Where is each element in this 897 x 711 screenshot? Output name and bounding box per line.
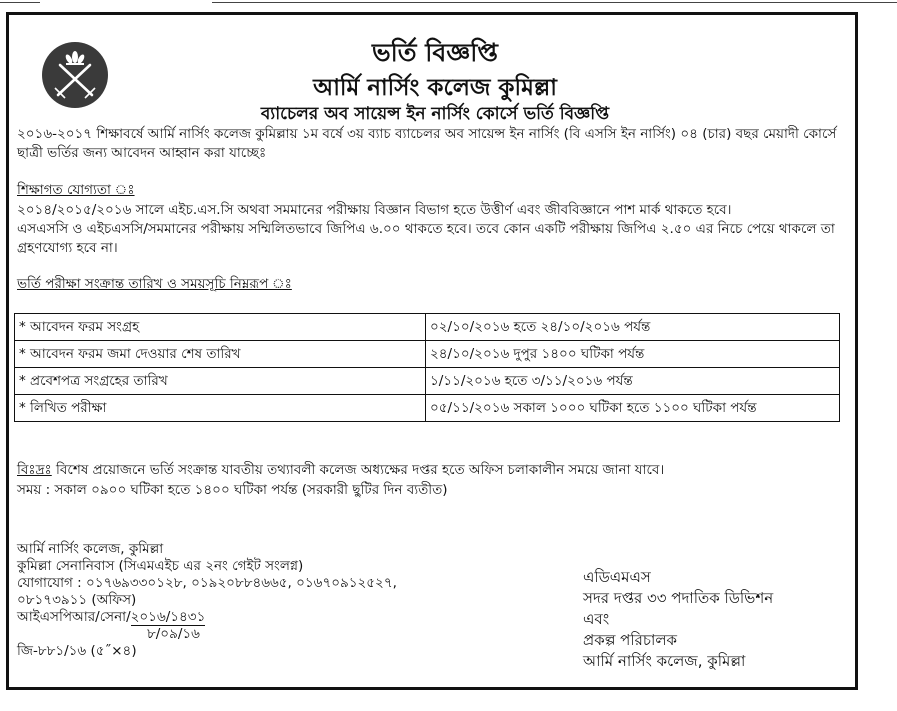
eligibility-line-2: এসএসসি ও এইচএসসি/সমমানের পরীক্ষায় সম্মিলিতভাবে জিপিএ ৬.০০ থাকতে হবে। তবে কোন একটি পরীক্ষায় জিপিএ ২.৫০ এর নিচে পেয়ে থাকলে তা গ্রহণযোগ্য হবে না।	[17, 221, 835, 256]
note-text: বিশেষ প্রয়োজনে ভর্তি সংক্রান্ত যাবতীয় তথ্যাবলী কলেজ অধ্যক্ষের দপ্তর হতে অফিস চলাকালীন সময়ে জানা যাবে।	[51, 462, 665, 478]
table-row	[15, 368, 840, 395]
reference-serial: ২০১৬/১৪৩১	[130, 609, 206, 625]
intro-paragraph: ২০১৬-২০১৭ শিক্ষাবর্ষে আর্মি নার্সিং কলেজ কুমিল্লায় ১ম বর্ষে ৩য় ব্যাচ ব্যাচেলর অব সায়েন্স ইন নার্সিং (বি এসসি ইন নার্সিং) ০৪ (চার) বছর মেয়াদী কোর্সে ছাত্রী ভর্তির জন্য আবেদন আহ্বান করা যাচ্ছেঃ	[17, 126, 837, 161]
signatory-line-1: এডিএমএস	[583, 568, 651, 586]
course-heading: ব্যাচেলর অব সায়েন্স ইন নার্সিং কোর্সে ভর্তি বিজ্ঞপ্তি	[260, 104, 610, 124]
notice-title: ভর্তি বিজ্ঞপ্তি	[372, 38, 498, 67]
contact-numbers: যোগাযোগ : ০১৭৬৯৩৩০১২৮, ০১৯২০৮৮৪৬৬৫, ০১৬৭০৯১২৫২৭,	[17, 575, 397, 591]
eligibility-heading: শিক্ষাগত যোগ্যতা ঃ	[17, 182, 135, 198]
signatory-line-2: সদর দপ্তর ৩৩ পদাতিক ডিভিশন	[583, 589, 774, 607]
schedule-item: * আবেদন ফরম সংগ্রহ	[15, 314, 426, 341]
signatory-block	[583, 567, 773, 672]
schedule-date: ০২/১০/২০১৬ হতে ২৪/১০/২০১৬ পর্যন্ত	[426, 314, 840, 341]
schedule-date: ২৪/১০/২০১৬ দুপুর ১৪০০ ঘটিকা পর্যন্ত	[426, 341, 840, 368]
address-line-1: আর্মি নার্সিং কলেজ, কুমিল্লা	[17, 541, 164, 557]
reference-prefix: আইএসপিআর/সেনা/	[17, 609, 131, 625]
table-row	[15, 314, 840, 341]
note-label: বিঃদ্রঃ	[17, 462, 52, 478]
reference-date: ৮/০৯/১৬	[147, 626, 200, 642]
institution-name: আর্মি নার্সিং কলেজ কুমিল্লা	[313, 75, 557, 101]
signatory-line-3: এবং	[583, 610, 610, 628]
signatory-line-4: প্রকল্প পরিচালক	[583, 631, 678, 649]
address-line-2: কুমিল্লা সেনানিবাস (সিএমএইচ এর ২নং গেইট সংলগ্ন)	[17, 558, 304, 574]
schedule-table	[14, 313, 840, 422]
table-row	[15, 395, 840, 422]
schedule-date: ১/১১/২০১৬ হতে ৩/১১/২০১৬ পর্যন্ত	[426, 368, 840, 395]
signatory-line-5: আর্মি নার্সিং কলেজ, কুমিল্লা	[583, 652, 746, 670]
schedule-item: * লিখিত পরীক্ষা	[15, 395, 426, 422]
table-row	[15, 341, 840, 368]
college-address	[17, 541, 397, 660]
note-paragraph	[17, 461, 849, 480]
schedule-item: * প্রবেশপত্র সংগ্রহের তারিখ	[15, 368, 426, 395]
reference-number	[17, 609, 397, 626]
schedule-item: * আবেদন ফরম জমা দেওয়ার শেষ তারিখ	[15, 341, 426, 368]
top-rule	[0, 0, 897, 6]
office-hours: সময় : সকাল ০৯০০ ঘটিকা হতে ১৪০০ ঘটিকা পর্যন্ত (সরকারী ছুটির দিন ব্যতীত)	[17, 482, 448, 498]
notice-frame	[6, 12, 858, 690]
ad-code: জি-৮৮১/১৬ (৫˝×৪)	[17, 643, 137, 659]
schedule-heading: ভর্তি পরীক্ষা সংক্রান্ত তারিখ ও সময়সূচি নিম্নরূপ ঃ	[17, 276, 292, 292]
office-number: ০৮১৭৩৯১১ (অফিস)	[17, 592, 137, 608]
eligibility-line-1: ২০১৪/২০১৫/২০১৬ সালে এইচ.এস.সি অথবা সমমানের পরীক্ষায় বিজ্ঞান বিভাগ হতে উত্তীর্ণ এবং জীববিজ্ঞানে পাশ মার্ক থাকতে হবে।	[17, 202, 732, 218]
schedule-date: ০৫/১১/২০১৬ সকাল ১০০০ ঘটিকা হতে ১১০০ ঘটিকা পর্যন্ত	[426, 395, 840, 422]
